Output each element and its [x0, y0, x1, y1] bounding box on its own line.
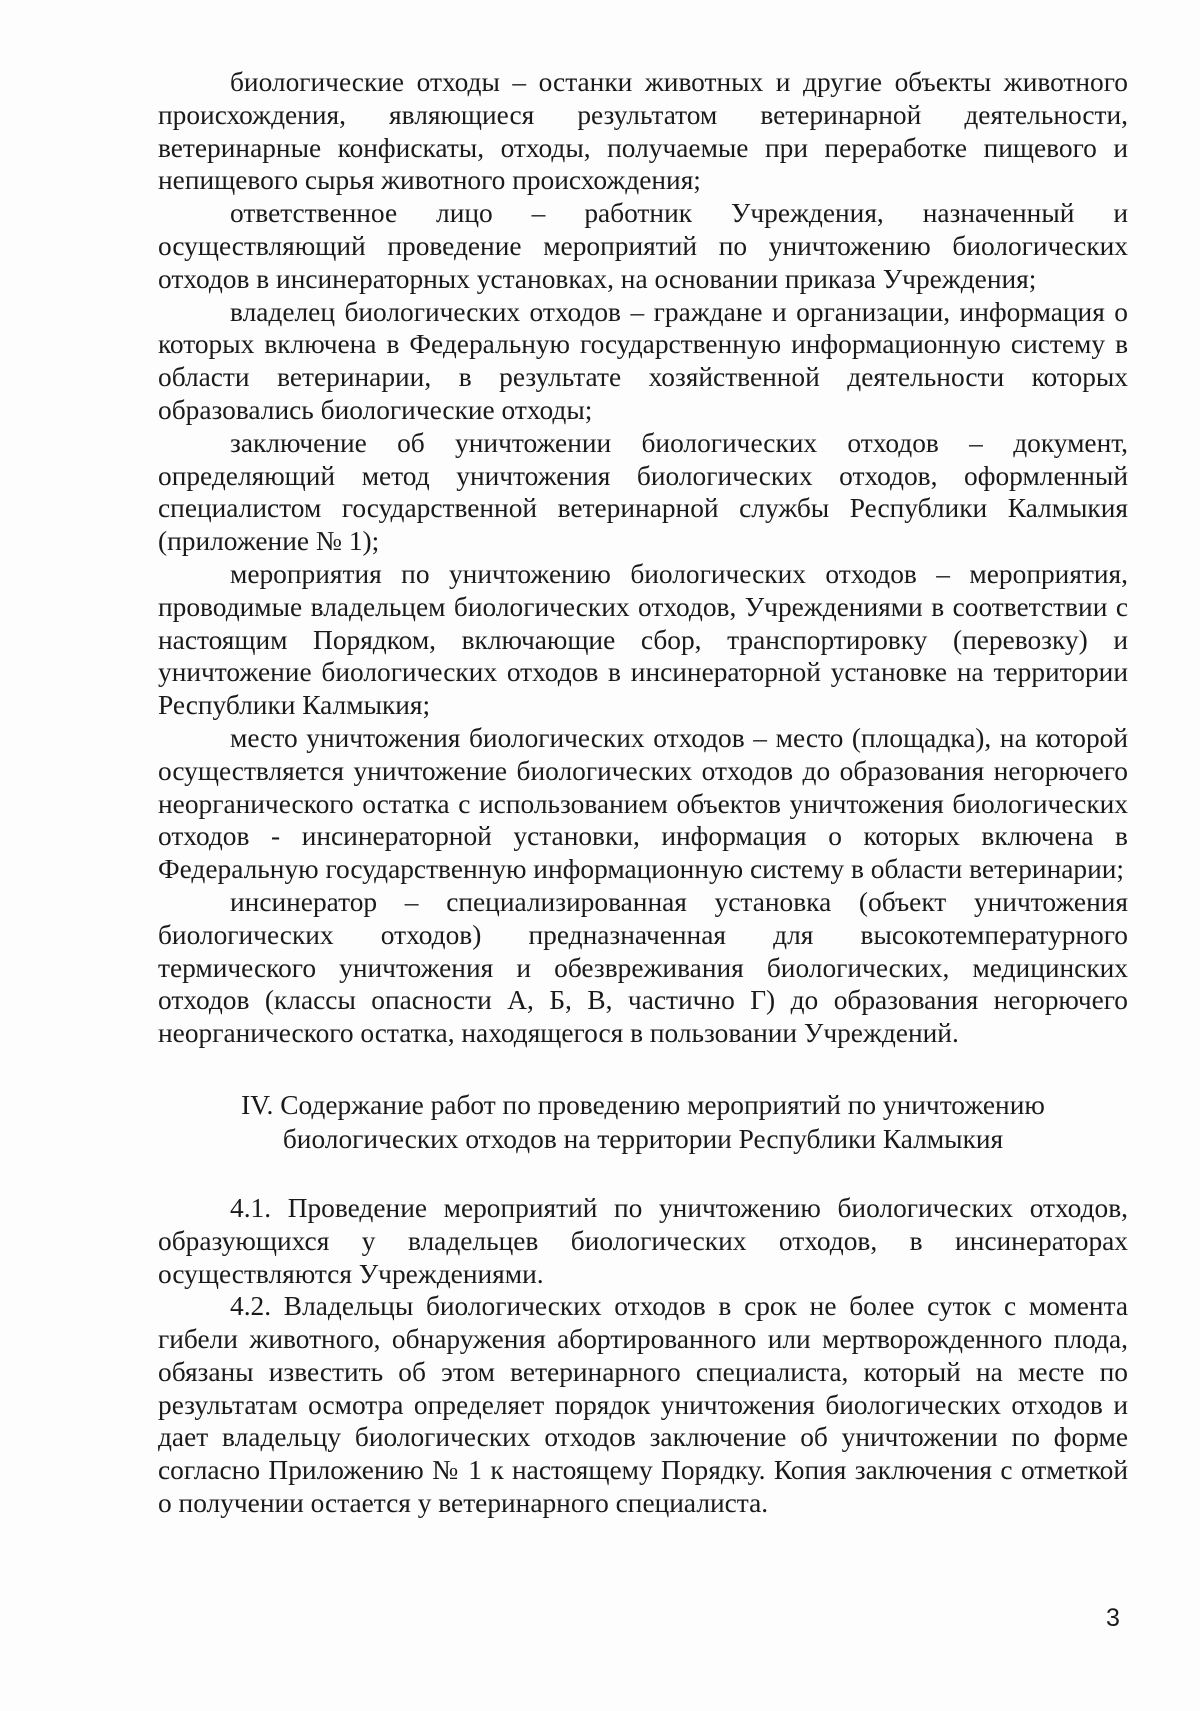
definition-destruction-conclusion: заключение об уничтожении биологических отходов – документ, определяющий метод уничтожения биологических отходов, оформленный специалистом государственной ветеринарной службы Республики Калмыкия (приложение № 1); — [158, 427, 1128, 557]
definition-incinerator: инсинератор – специализированная установка (объект уничтожения биологических отходов) предназначенная для высокотемпературного термического уничтожения и обезвреживания биологических, медицинских отходов (классы опасности А, Б, В, частично Г) до образования негорючего неорганического остатка, находящегося в пользовании Учреждений. — [158, 886, 1128, 1049]
page-number: 3 — [1106, 1604, 1120, 1632]
document-body — [158, 66, 1128, 1520]
definition-destruction-site: место уничтожения биологических отходов – место (площадка), на которой осуществляется уничтожение биологических отходов до образования негорючего неорганического остатка с использованием объектов уничтожения биологических отходов - инсинераторной установки, информация о которых включена в Федеральную государственную информационную систему в области ветеринарии; — [158, 722, 1128, 885]
section-heading-line-1: IV. Содержание работ по проведению мероприятий по уничтожению — [241, 1089, 1045, 1120]
clause-4-1: 4.1. Проведение мероприятий по уничтожению биологических отходов, образующихся у владельцев биологических отходов, в инсинераторах осуществляются Учреждениями. — [158, 1192, 1128, 1289]
definition-biological-waste: биологические отходы – останки животных и другие объекты животного происхождения, являющиеся результатом ветеринарной деятельности, ветеринарные конфискаты, отходы, получаемые при переработке пищевого и непищевого сырья животного происхождения; — [158, 67, 1128, 196]
definition-waste-owner: владелец биологических отходов – граждане и организации, информация о которых включена в Федеральную государственную информационную систему в области ветеринарии, в результате хозяйственной деятельности которых образовались биологические отходы; — [158, 296, 1128, 425]
section-heading — [158, 1088, 1128, 1156]
definition-responsible-person: ответственное лицо – работник Учреждения, назначенный и осуществляющий проведение мероприятий по уничтожению биологических отходов в инсинераторных установках, на основании приказа Учреждения; — [158, 198, 1128, 294]
clause-4-2: 4.2. Владельцы биологических отходов в срок не более суток с момента гибели животного, обнаружения абортированного или мертворожденного плода, обязаны известить об этом ветеринарного специалиста, который на месте по результатам осмотра определяет порядок уничтожения биологических отходов и дает владельцу биологических отходов заключение об уничтожении по форме согласно Приложению № 1 к настоящему Порядку. Копия заключения с отметкой о получении остается у ветеринарного специалиста. — [158, 1291, 1128, 1519]
definition-destruction-measures: мероприятия по уничтожению биологических отходов – мероприятия, проводимые владельцем биологических отходов, Учреждениями в соответствии с настоящим Порядком, включающие сбор, транспортировку (перевозку) и уничтожение биологических отходов в инсинераторной установке на территории Республики Калмыкия; — [158, 558, 1128, 721]
section-heading-line-2: биологических отходов на территории Республики Калмыкия — [282, 1123, 1004, 1154]
